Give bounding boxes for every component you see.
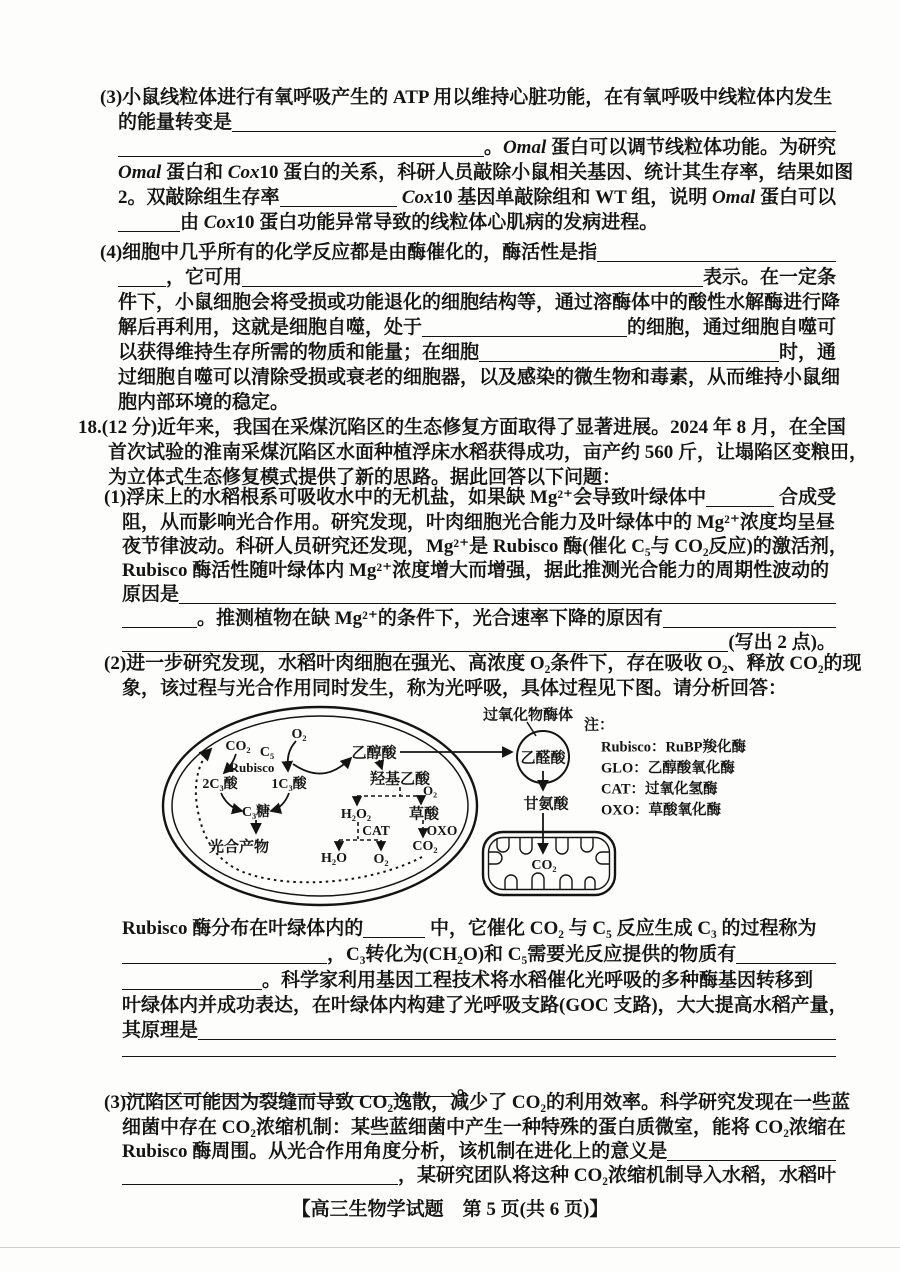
notes-title: 注： xyxy=(584,717,615,734)
text-segment: 。推测植物在缺 Mg²⁺的条件下，光合速率下降的原因有 xyxy=(197,608,663,629)
text-segment: Rubisco 酶活性随叶绿体内 Mg²⁺浓度增大而增强，据此推测光合能力的周期性波动的 xyxy=(122,560,830,581)
cat-label: CAT xyxy=(362,823,390,838)
note-oxo: OXO：草酸氧化酶 xyxy=(601,802,722,819)
peroxisome-label: 过氧化物酶体 xyxy=(482,707,574,724)
c5-label: C₅ xyxy=(259,745,275,760)
text-segment: Rubisco 酶周围。从光合作用角度分析，该机制在进化上的意义是 xyxy=(122,1141,668,1162)
o2-bottom-label: O₂ xyxy=(373,852,389,867)
text-segment: (3)小鼠线粒体进行有氧呼吸产生的 ATP 用以维持心脏功能，在有氧呼吸中线粒体内发生 xyxy=(100,87,833,108)
text-segment: (3)沉陷区可能因为裂缝而导致 CO₂逸散，减少了 CO₂的利用效率。科学研究发现在一些蓝 xyxy=(104,1092,851,1113)
text-segment: Omal xyxy=(118,162,162,183)
text-segment: 合成受 xyxy=(774,487,836,508)
text-segment: 。 xyxy=(483,137,503,158)
text-segment: 以获得维持生存所需的物质和能量；在细胞 xyxy=(118,342,480,363)
text-segment: 10 基因单敲除组和 WT 组，说明 xyxy=(433,187,712,208)
text-segment: 蛋白和 xyxy=(161,162,228,183)
text-segment: Cox xyxy=(227,162,260,183)
text-segment: 阻，从而影响光合作用。研究发现，叶肉细胞光合能力及叶绿体中的 Mg²⁺浓度均呈昼 xyxy=(122,512,835,533)
text-segment: 蛋白可以 xyxy=(755,187,836,208)
page-footer: 【高三生物学试题 第 5 页(共 6 页)】 xyxy=(291,1199,609,1220)
glyoxylate-label: 乙醛酸 xyxy=(520,750,566,767)
text-segment: 原因是 xyxy=(122,584,180,605)
o2-mid-label: O₂ xyxy=(422,783,438,798)
text-segment: 。科学家利用基因工程技术将水稻催化光呼吸的多种酶基因转移到 xyxy=(262,970,814,991)
text-segment: (4)细胞中几乎所有的化学反应都是由酶催化的，酶活性是指 xyxy=(100,242,598,263)
c3-acid-1-label: 1C₃酸 xyxy=(271,777,307,792)
text-segment: 蛋白可以调节线粒体功能。为研究 xyxy=(546,137,836,158)
text-segment: Cox xyxy=(401,187,434,208)
text-segment: 时，通 xyxy=(778,342,836,363)
note-glo: GLO：乙醇酸氧化酶 xyxy=(601,760,735,777)
oxalate-label: 草酸 xyxy=(408,806,440,823)
rubisco-label: Rubisco xyxy=(229,760,275,775)
text-segment: 表示。在一定条 xyxy=(702,267,836,288)
text-segment: (1)浮床上的水稻根系可吸收水中的无机盐，如果缺 Mg²⁺会导致叶绿体中 xyxy=(104,487,707,508)
text-segment: 首次试验的淮南采煤沉陷区水面种植浮床水稻获得成功，亩产约 560 斤，让塌陷区变粮田， xyxy=(108,442,869,463)
text-segment: 中，它催化 CO₂ 与 C₅ 反应生成 C₃ 的过程称为 xyxy=(425,918,817,939)
note-rubisco: Rubisco：RuBP羧化酶 xyxy=(601,739,747,756)
co2-top-label: CO₂ xyxy=(225,739,251,754)
c3-sugar-label: C₃糖 xyxy=(241,805,271,820)
text-segment: Omal xyxy=(711,187,756,208)
note-cat: CAT：过氧化氢酶 xyxy=(601,781,718,798)
text-segment: 叶绿体内并成功表达，在叶绿体内构建了光呼吸支路(GOC 支路)，大大提高水稻产量， xyxy=(122,995,848,1016)
text-segment: ，某研究团队将这种 CO₂浓缩机制导入水稻，水稻叶 xyxy=(398,1165,836,1186)
text-segment: 。 xyxy=(457,1077,477,1098)
page-edge-line xyxy=(0,1247,900,1248)
text-segment: Omal xyxy=(502,137,547,158)
text-segment: (写出 2 点)。 xyxy=(728,632,836,653)
text-segment: 为立体式生态修复模式提供了新的思路。据此回答以下问题： xyxy=(108,467,622,488)
c3-acid-2-label: 2C₃酸 xyxy=(202,777,238,792)
text-segment: 的细胞，通过细胞自噬可 xyxy=(626,317,836,338)
oxo-label: OXO xyxy=(426,823,458,838)
glycolate-label: 乙醇酸 xyxy=(351,745,397,762)
text-segment: 18.(12 分)近年来，我国在采煤沉陷区的生态修复方面取得了显著进展。2024 年 8 月，在全国 xyxy=(78,417,846,438)
text-segment: 夜节律波动。科研人员研究还发现，Mg²⁺是 Rubisco 酶(催化 C₅与 CO₂反应)的激活剂， xyxy=(122,536,848,557)
text-segment: 的能量转变是 xyxy=(118,112,233,133)
h2o2-label: H₂O₂ xyxy=(340,807,372,822)
co2-bottom-label: CO₂ xyxy=(412,839,438,854)
text-segment: 过细胞自噬可以清除受损或衰老的细胞器，以及感染的微生物和毒素，从而维持小鼠细 xyxy=(118,367,841,388)
text-segment: 解后再利用，这就是细胞自噬，处于 xyxy=(118,317,423,338)
text-segment: Rubisco 酶分布在叶绿体内的 xyxy=(122,918,364,939)
hydroxyacetate-label: 羟基乙酸 xyxy=(369,771,431,788)
text-segment: 细菌中存在 CO₂浓缩机制：某些蓝细菌中产生一种特殊的蛋白质微室，能将 CO₂浓缩在 xyxy=(122,1117,846,1138)
text-segment: (2)进一步研究发现，水稻叶肉细胞在强光、高浓度 O₂条件下，存在吸收 O₂、释放 CO₂的现 xyxy=(104,653,862,674)
text-segment: ，C₃转化为(CH₂O)和 C₅需要光反应提供的物质有 xyxy=(327,944,737,965)
o2-top-label: O₂ xyxy=(291,727,307,742)
text-segment: 10 蛋白功能异常导致的线粒体心肌病的发病进程。 xyxy=(235,212,659,233)
text-segment: 其原理是 xyxy=(122,1020,199,1041)
mito-co2-label: CO₂ xyxy=(531,858,557,873)
glycine-label: 甘氨酸 xyxy=(523,796,569,813)
text-segment: 2。双敲除组生存率 xyxy=(118,187,280,208)
text-segment: 胞内部环境的稳定。 xyxy=(118,392,290,413)
h2o-label: H₂O xyxy=(321,851,347,866)
text-segment: 由 xyxy=(180,212,204,233)
text-segment: ，它可用 xyxy=(166,267,243,288)
photosynthate-label: 光合产物 xyxy=(208,839,270,856)
text-segment: 象，该过程与光合作用同时发生，称为光呼吸，具体过程见下图。请分析回答： xyxy=(122,678,788,699)
text-segment: 件下，小鼠细胞会将受损或功能退化的细胞结构等，通过溶酶体中的酸性水解酶进行降 xyxy=(118,292,841,313)
text-segment: Cox xyxy=(203,212,236,233)
text-segment: 10 蛋白的关系，科研人员敲除小鼠相关基因、统计其生存率，结果如图 xyxy=(259,162,854,183)
